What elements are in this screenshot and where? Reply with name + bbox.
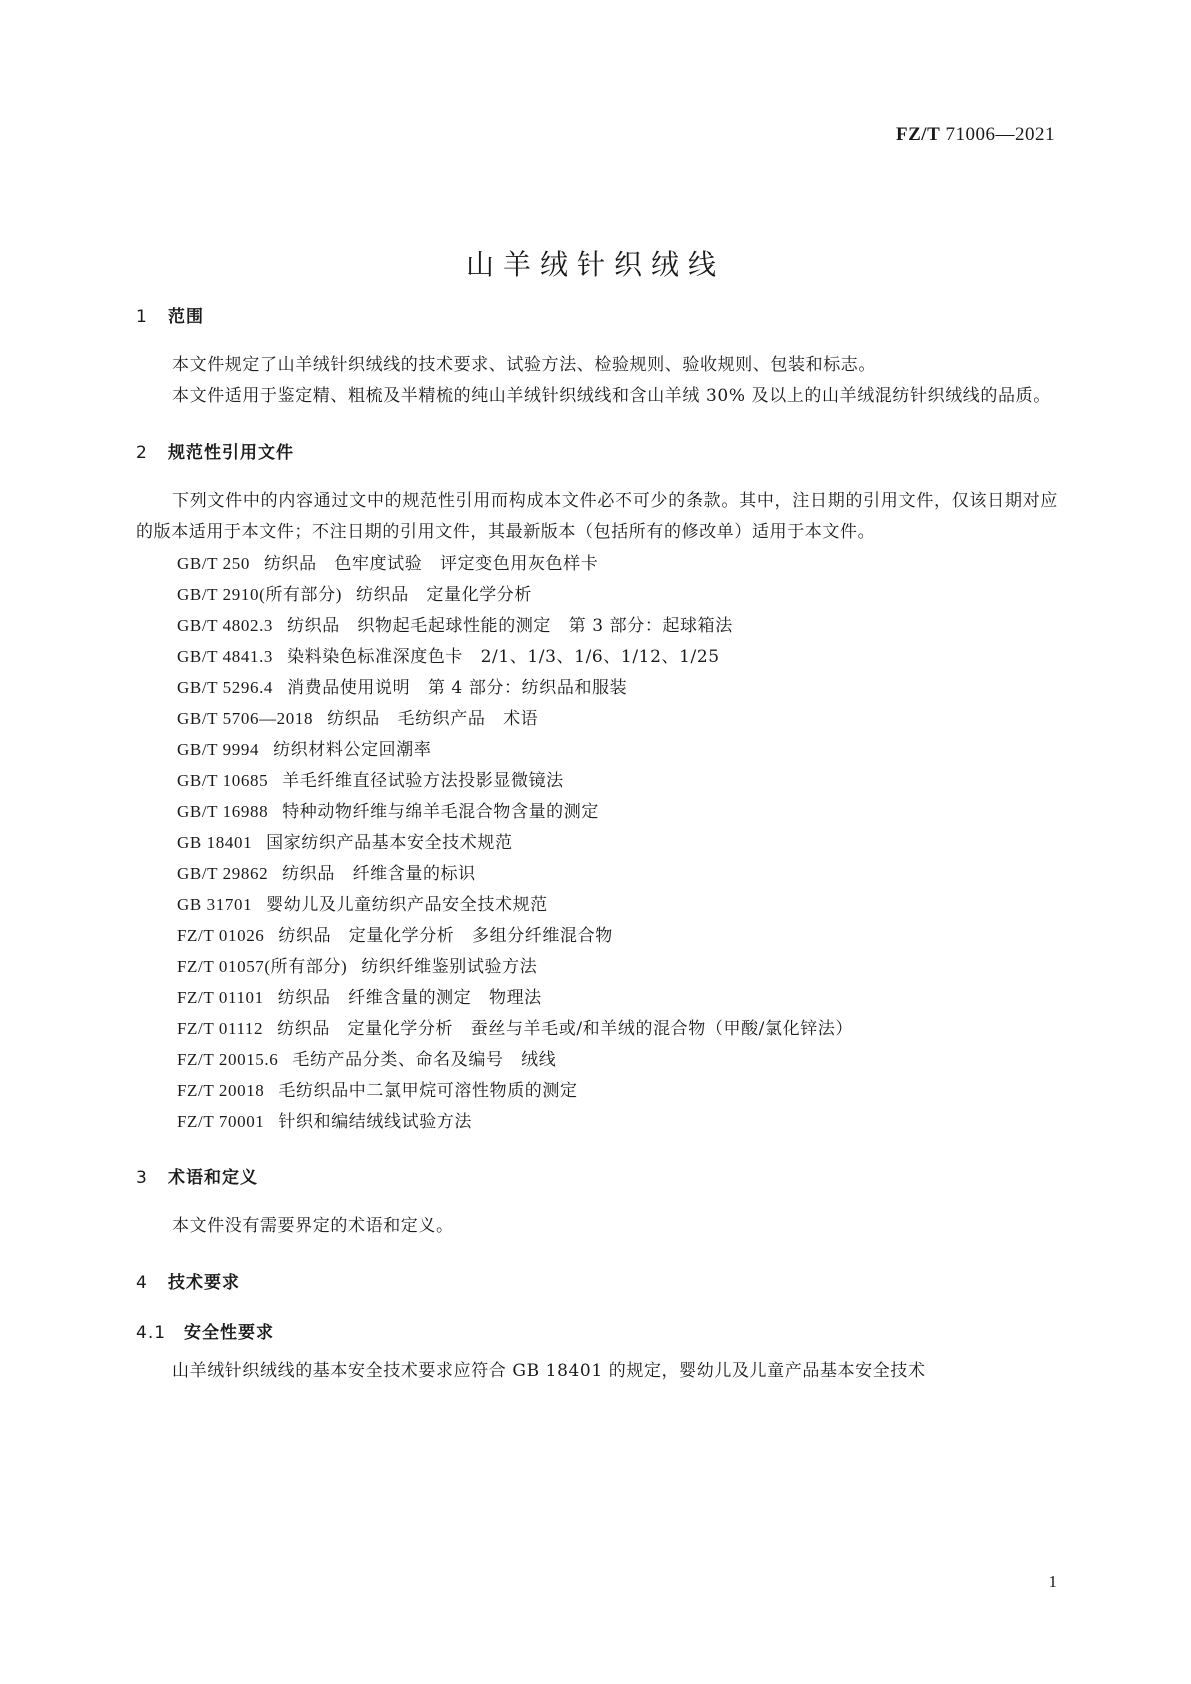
subsection-heading-safety xyxy=(136,1316,1058,1350)
reference-title: 针织和编结绒线试验方法 xyxy=(278,1112,472,1132)
reference-code: GB/T 5296.4 xyxy=(177,678,274,697)
reference-title: 毛纺产品分类、命名及编号 绒线 xyxy=(292,1050,557,1070)
section-heading-scope xyxy=(136,300,1058,334)
section-title: 范围 xyxy=(168,307,204,327)
reference-title: 纺织纤维鉴别试验方法 xyxy=(361,957,538,977)
reference-title: 毛纺织品中二氯甲烷可溶性物质的测定 xyxy=(278,1081,578,1101)
reference-item xyxy=(177,1075,1058,1106)
section-number: 2 xyxy=(136,443,148,463)
section-title: 规范性引用文件 xyxy=(168,443,294,463)
reference-item xyxy=(177,641,1058,672)
reference-title: 特种动物纤维与绵羊毛混合物含量的测定 xyxy=(282,802,599,822)
scope-paragraph-1: 本文件规定了山羊绒针织绒线的技术要求、试验方法、检验规则、验收规则、包装和标志。 xyxy=(172,355,876,375)
reference-code: GB 31701 xyxy=(177,895,253,914)
document-code-number: 71006—2021 xyxy=(945,124,1055,145)
reference-code: FZ/T 01112 xyxy=(177,1019,264,1038)
reference-title: 纺织品 织物起毛起球性能的测定 第 3 部分：起球箱法 xyxy=(287,616,733,636)
reference-code: GB/T 4802.3 xyxy=(177,616,274,635)
reference-code: FZ/T 20015.6 xyxy=(177,1050,279,1069)
reference-item xyxy=(177,672,1058,703)
section-title: 技术要求 xyxy=(168,1273,240,1293)
reference-code: GB/T 9994 xyxy=(177,740,260,759)
reference-title: 纺织品 定量化学分析 多组分纤维混合物 xyxy=(278,926,613,946)
reference-title: 纺织品 纤维含量的标识 xyxy=(282,864,476,884)
reference-title: 消费品使用说明 第 4 部分：纺织品和服装 xyxy=(287,678,628,698)
reference-code: GB/T 4841.3 xyxy=(177,647,274,666)
reference-code: GB/T 29862 xyxy=(177,864,269,883)
reference-item xyxy=(177,1013,1058,1044)
page-number: 1 xyxy=(1048,1572,1057,1591)
references-intro-paragraph: 下列文件中的内容通过文中的规范性引用而构成本文件必不可少的条款。其中，注日期的引用文件，仅该日期对应的版本适用于本文件；不注日期的引用文件，其最新版本（包括所有的修改单）适用于本文件。 xyxy=(136,491,1058,542)
reference-title: 婴幼儿及儿童纺织产品安全技术规范 xyxy=(266,895,548,915)
reference-code: GB/T 250 xyxy=(177,554,250,573)
reference-title: 纺织品 色牢度试验 评定变色用灰色样卡 xyxy=(263,554,599,574)
reference-item xyxy=(177,889,1058,920)
reference-title: 羊毛纤维直径试验方法投影显微镜法 xyxy=(282,771,564,791)
section-heading-technical-requirements xyxy=(136,1266,1058,1300)
reference-item xyxy=(177,796,1058,827)
reference-item xyxy=(177,610,1058,641)
reference-title: 国家纺织产品基本安全技术规范 xyxy=(266,833,513,853)
reference-code: GB/T 16988 xyxy=(177,802,269,821)
reference-item xyxy=(177,951,1058,982)
reference-item xyxy=(177,1106,1058,1137)
reference-title: 纺织品 毛纺织产品 术语 xyxy=(327,709,539,729)
reference-code: GB/T 2910(所有部分) xyxy=(177,585,342,604)
document-code-prefix: FZ/T xyxy=(896,124,941,145)
document-body xyxy=(136,300,1058,1387)
reference-item xyxy=(177,827,1058,858)
section-number: 4 xyxy=(136,1273,148,1293)
reference-code: FZ/T 20018 xyxy=(177,1081,265,1100)
reference-item xyxy=(177,548,1058,579)
reference-code: FZ/T 70001 xyxy=(177,1112,265,1131)
terms-paragraph: 本文件没有需要界定的术语和定义。 xyxy=(172,1216,454,1236)
document-code xyxy=(896,124,1055,146)
reference-item xyxy=(177,858,1058,889)
reference-title: 纺织材料公定回潮率 xyxy=(273,740,432,760)
reference-code: GB/T 5706—2018 xyxy=(177,709,314,728)
safety-paragraph: 山羊绒针织绒线的基本安全技术要求应符合 GB 18401 的规定，婴幼儿及儿童产品基本安全技术 xyxy=(172,1361,926,1381)
scope-paragraph-2: 本文件适用于鉴定精、粗梳及半精梳的纯山羊绒针织绒线和含山羊绒 30% 及以上的山羊绒混纺针织绒线的品质。 xyxy=(172,386,1051,406)
reference-item xyxy=(177,734,1058,765)
reference-item xyxy=(177,1044,1058,1075)
reference-item xyxy=(177,703,1058,734)
reference-item xyxy=(177,920,1058,951)
section-number: 3 xyxy=(136,1168,148,1188)
subsection-title: 安全性要求 xyxy=(184,1323,274,1343)
reference-list xyxy=(136,548,1058,1137)
reference-title: 纺织品 纤维含量的测定 物理法 xyxy=(277,988,542,1008)
reference-title: 染料染色标准深度色卡 2/1、1/3、1/6、1/12、1/25 xyxy=(287,647,720,667)
section-heading-normative-references xyxy=(136,436,1058,470)
reference-code: FZ/T 01101 xyxy=(177,988,264,1007)
document-title: 山羊绒针织绒线 xyxy=(465,247,725,281)
section-number: 1 xyxy=(136,307,148,327)
reference-item xyxy=(177,765,1058,796)
reference-code: GB/T 10685 xyxy=(177,771,269,790)
reference-code: GB 18401 xyxy=(177,833,253,852)
section-heading-terms xyxy=(136,1161,1058,1195)
section-title: 术语和定义 xyxy=(168,1168,258,1188)
reference-item xyxy=(177,579,1058,610)
subsection-number: 4.1 xyxy=(136,1323,167,1343)
reference-code: FZ/T 01026 xyxy=(177,926,265,945)
reference-item xyxy=(177,982,1058,1013)
reference-title: 纺织品 定量化学分析 蚕丝与羊毛或/和羊绒的混合物（甲酸/氯化锌法） xyxy=(277,1019,853,1039)
reference-code: FZ/T 01057(所有部分) xyxy=(177,957,348,976)
reference-title: 纺织品 定量化学分析 xyxy=(356,585,532,605)
